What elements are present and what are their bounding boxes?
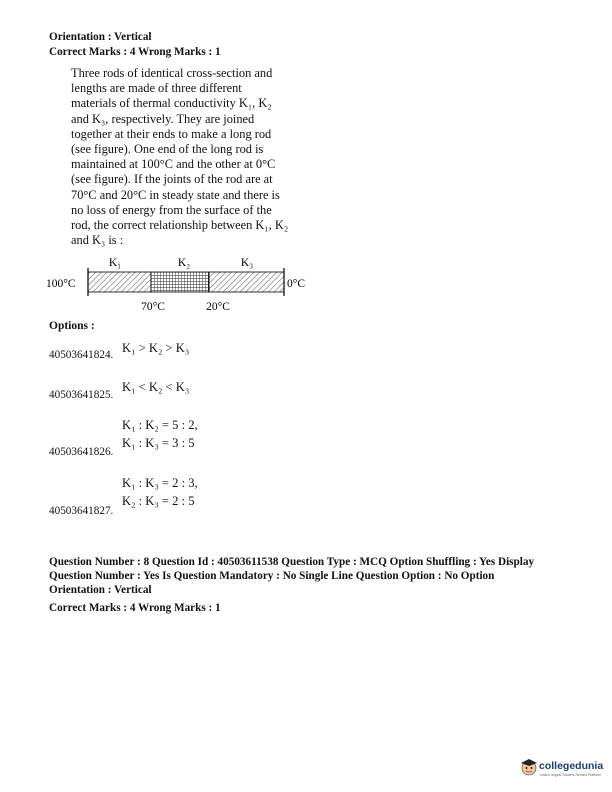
question-line: 70°C and 20°C in steady state and there is <box>71 187 280 202</box>
rod-segment-k2 <box>151 272 209 292</box>
joint2-temperature: 20°C <box>206 301 230 313</box>
option-id: 40503641826. <box>49 446 114 458</box>
question-line: maintained at 100°C and the other at 0°C <box>71 157 276 172</box>
left-temperature: 100°C <box>46 278 76 290</box>
right-temperature: 0°C <box>287 278 306 290</box>
rod-figure <box>40 254 330 316</box>
question-line: and K₃, respectively. They are joined <box>71 111 255 126</box>
next-question-line: Question Number : 8 Question Id : 40503611538 Question Type : MCQ Option Shuffling : Yes Display <box>49 556 535 568</box>
option-text: K₁ : K₂ = 5 : 2, <box>122 418 198 432</box>
rod-segment-k3 <box>209 272 284 292</box>
orientation-label: Orientation : Vertical <box>49 31 152 43</box>
option-id: 40503641825. <box>49 389 114 401</box>
question-line: together at their ends to make a long rod <box>71 126 272 141</box>
question-line: and K₃ is : <box>71 233 124 248</box>
option-id: 40503641827. <box>49 505 114 517</box>
collegedunia-logo <box>520 757 610 781</box>
options-heading: Options : <box>49 320 95 332</box>
question-text <box>71 66 309 248</box>
question-line: no loss of energy from the surface of the <box>71 202 272 217</box>
marks-label: Correct Marks : 4 Wrong Marks : 1 <box>49 46 221 58</box>
question-line: Three rods of identical cross-section and <box>71 66 273 80</box>
next-question-line: Orientation : Vertical <box>49 584 152 596</box>
option-text: K₁ : K₃ = 2 : 3, <box>122 476 198 490</box>
question-line: rod, the correct relationship between K₁, K₂ <box>71 218 289 233</box>
option-text: K₁ : K₃ = 3 : 5 <box>122 436 195 450</box>
joint1-temperature: 70°C <box>141 301 165 313</box>
question-line: (see figure). One end of the long rod is <box>71 142 264 157</box>
k3-label: K₃ <box>240 257 254 269</box>
option-text: K₁ > K₂ > K₃ <box>122 341 190 355</box>
rod-segment-k1 <box>88 272 151 292</box>
option-text: K₁ < K₂ < K₃ <box>122 380 190 394</box>
k2-label: K₂ <box>177 257 191 269</box>
question-line: (see figure). If the joints of the rod are at <box>71 172 273 187</box>
mascot-icon <box>520 757 538 777</box>
next-question-line: Question Number : Yes Is Question Mandatory : No Single Line Question Option : No Option <box>49 570 495 582</box>
option-id: 40503641824. <box>49 349 114 361</box>
question-line: lengths are made of three different <box>71 81 242 96</box>
logo-wordmark: collegedunia <box>539 760 604 772</box>
next-question-line: Correct Marks : 4 Wrong Marks : 1 <box>49 602 221 614</box>
logo-tagline: India's largest Student Review Platform <box>540 773 601 777</box>
question-line: materials of thermal conductivity K₁, K₂ <box>71 96 272 111</box>
k1-label: K₁ <box>108 257 122 269</box>
option-text: K₂ : K₃ = 2 : 5 <box>122 494 195 508</box>
